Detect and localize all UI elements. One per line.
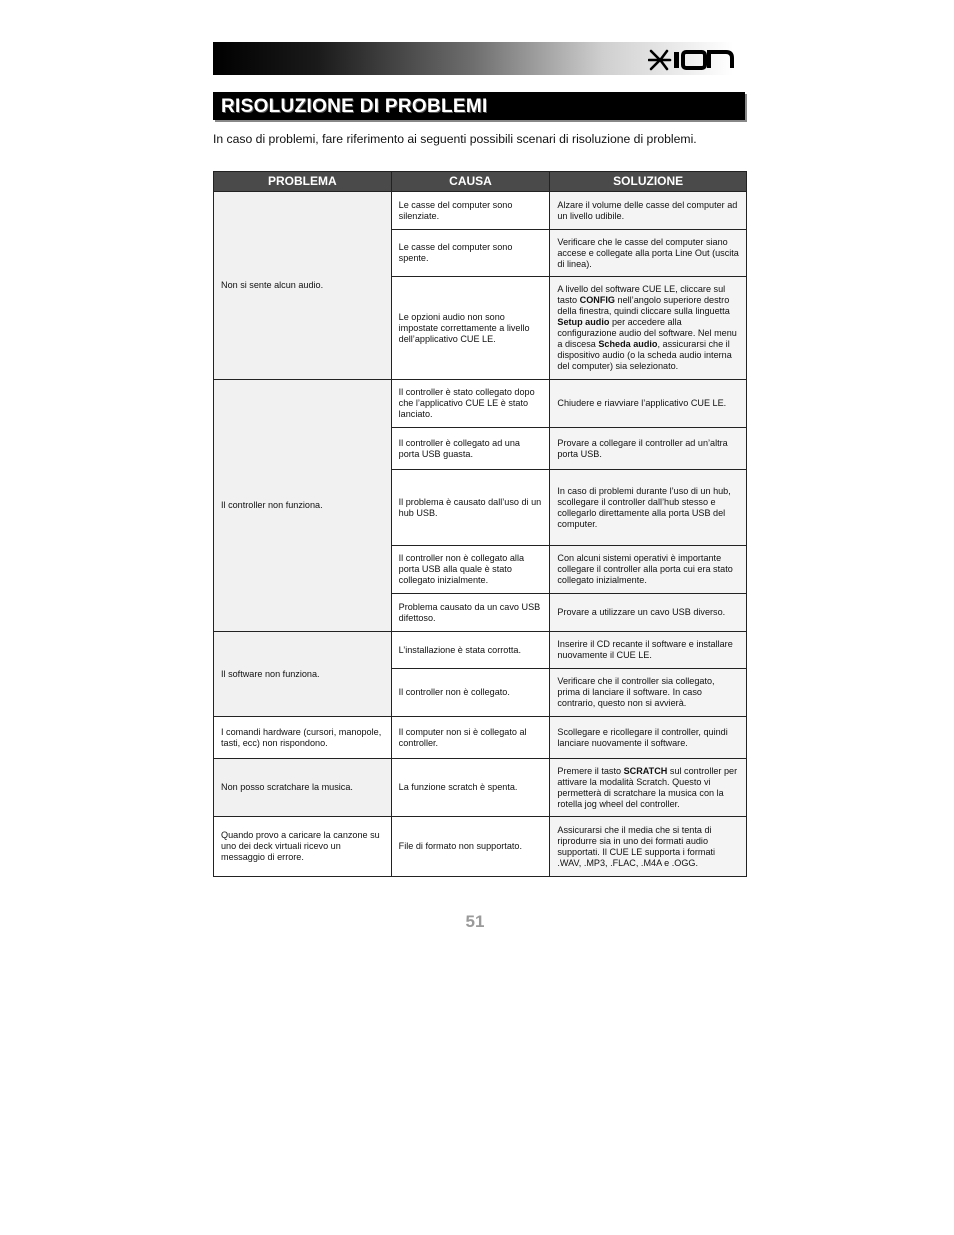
problem-cell: I comandi hardware (cursori, manopole, tasti, ecc) non rispondono. [214,717,392,759]
intro-text: In caso di problemi, fare riferimento ai seguenti possibili scenari di risoluzione di problemi. [213,132,697,146]
cause-cell: Il controller non è collegato alla porta USB alla quale è stato collegato inizialmente. [391,546,550,594]
solution-text: A livello del software CUE LE, cliccare sul tasto [557,284,726,305]
page-number: 51 [465,912,485,931]
solution-keyword: Setup audio [557,317,610,327]
cause-cell: Le casse del computer sono spente. [391,230,550,277]
section-title: RISOLUZIONE DI PROBLEMI [221,96,488,117]
solution-cell: Provare a collegare il controller ad un’altra porta USB. [550,428,747,470]
solution-cell [550,277,747,380]
solution-text: per accedere alla configurazione audio del software. Nel menu a discesa [557,317,737,349]
problem-cell: Non si sente alcun audio. [214,192,392,380]
solution-keyword: SCRATCH [623,765,668,776]
solution-cell: Verificare che il controller sia collegato, prima di lanciare il software. In caso contrario, questo non si avvierà. [550,669,747,717]
problem-cell: Il software non funziona. [214,632,392,717]
table-row [214,380,747,428]
ion-logo-icon [648,47,734,73]
solution-cell: Verificare che le casse del computer siano accese e collegate alla porta Line Out (uscita di linea). [550,230,747,277]
solution-cell: Scollegare e ricollegare il controller, quindi lanciare nuovamente il software. [550,717,747,759]
solution-cell: In caso di problemi durante l’uso di un hub, scollegare il controller dall’hub stesso e collegarlo direttamente alla porta USB del computer. [550,470,747,546]
cause-cell: Le casse del computer sono silenziate. [391,192,550,230]
cause-cell: Il controller non è collegato. [391,669,550,717]
cause-cell: L’installazione è stata corrotta. [391,632,550,669]
solution-cell: Alzare il volume delle casse del computer ad un livello udibile. [550,192,747,230]
solution-cell: Con alcuni sistemi operativi è importante collegare il controller alla porta cui era stato collegato inizialmente. [550,546,747,594]
header-problema: PROBLEMA [214,172,392,192]
table-row [214,717,747,759]
solution-cell: Inserire il CD recante il software e installare nuovamente il CUE LE. [550,632,747,669]
header-soluzione: SOLUZIONE [550,172,747,192]
solution-cell: Assicurarsi che il media che si tenta di riprodurre sia in uno dei formati audio supportati. Il CUE LE supporta i formati .WAV, .MP3, .FLAC, .M4A e .OGG. [550,817,747,877]
problem-cell: Quando provo a caricare la canzone su uno dei deck virtuali ricevo un messaggio di errore. [214,817,392,877]
cause-cell: La funzione scratch è spenta. [391,759,550,817]
solution-text: , assicurarsi che il dispositivo audio (o la scheda audio interna del computer) sia selezionato. [557,339,732,371]
cause-cell: Il controller è collegato ad una porta USB guasta. [391,428,550,470]
solution-text: Premere il tasto [557,765,624,776]
problem-cell: Il controller non funziona. [214,380,392,632]
cause-cell: File di formato non supportato. [391,817,550,877]
cause-cell: Il computer non si è collegato al controller. [391,717,550,759]
table-row [214,192,747,230]
solution-cell: Provare a utilizzare un cavo USB diverso. [550,594,747,632]
solution-text: sul controller per attivare la modalità Scratch. Questo vi permetterà di scratchare la musica con la rotella jog wheel del controller. [557,765,738,809]
cause-cell: Problema causato da un cavo USB difettoso. [391,594,550,632]
header-causa: CAUSA [391,172,550,192]
table-header-row [214,172,747,192]
table-row [214,759,747,817]
solution-cell [550,759,747,817]
table-row [214,632,747,669]
cause-cell: Le opzioni audio non sono impostate correttamente a livello dell’applicativo CUE LE. [391,277,550,380]
solution-text: nell’angolo superiore destro della finestra, quindi cliccare sulla linguetta [557,295,730,316]
problem-cell: Non posso scratchare la musica. [214,759,392,817]
solution-keyword: CONFIG [579,295,615,305]
table-row [214,817,747,877]
troubleshooting-table [213,171,747,877]
cause-cell: Il problema è causato dall’uso di un hub USB. [391,470,550,546]
section-title-bar [213,92,745,120]
solution-keyword: Scheda audio [598,339,658,349]
cause-cell: Il controller è stato collegato dopo che l’applicativo CUE LE è stato lanciato. [391,380,550,428]
solution-cell: Chiudere e riavviare l’applicativo CUE LE. [550,380,747,428]
